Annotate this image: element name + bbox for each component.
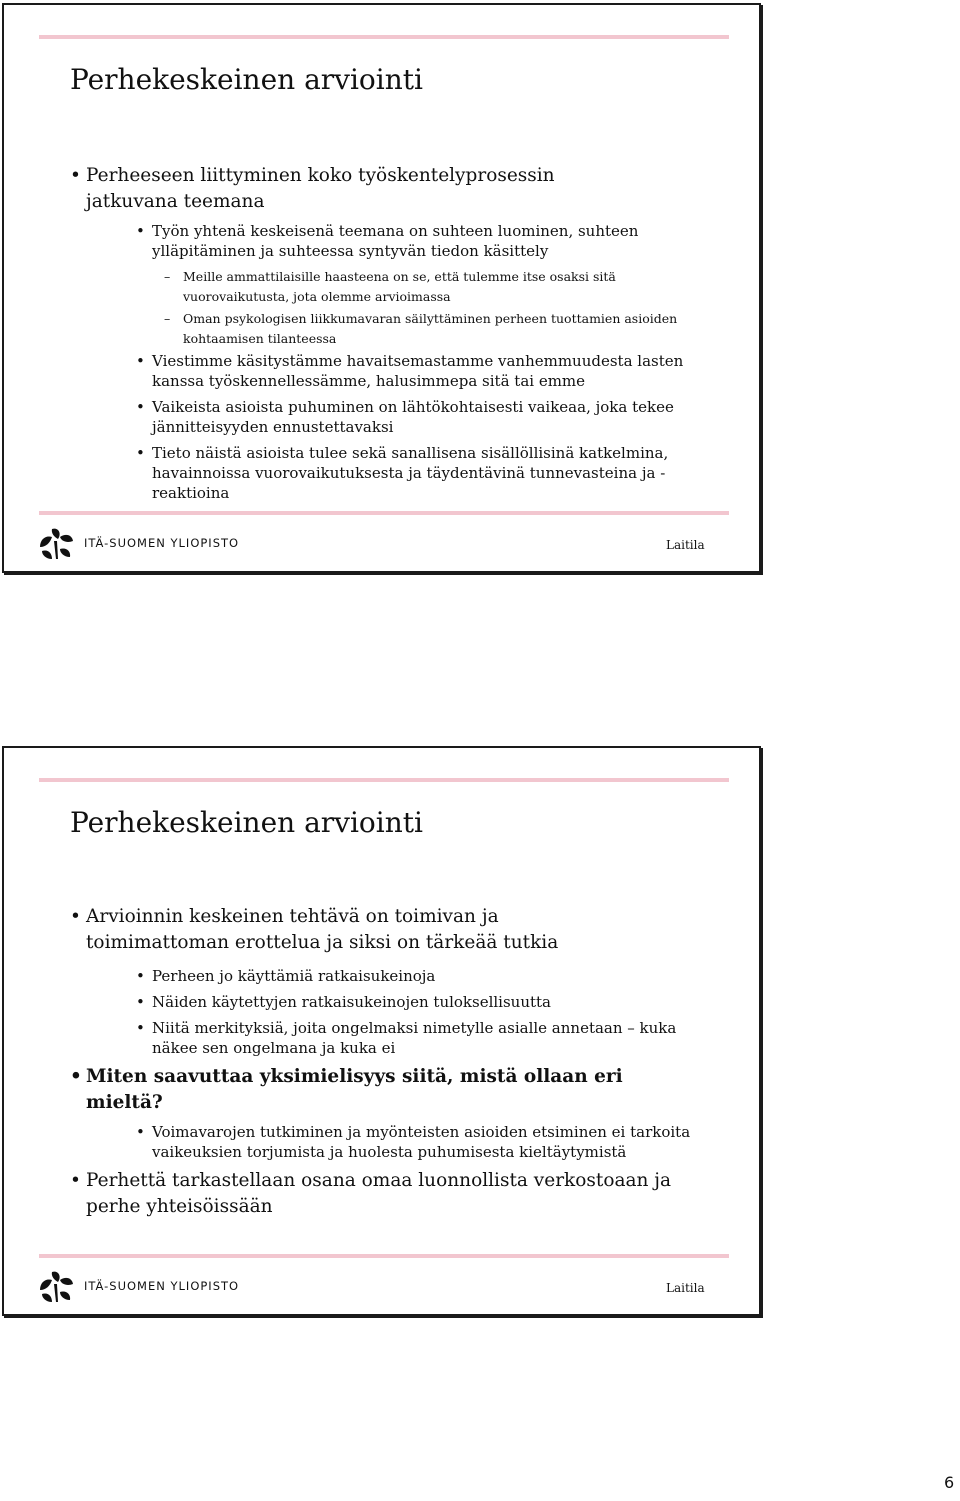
- bottom-rule: [39, 1254, 729, 1258]
- university-leaf-logo-icon: [38, 1268, 76, 1304]
- university-logo: [38, 525, 239, 561]
- bullet-level2: • Työn yhtenä keskeisenä teemana on suhteen luominen, suhteen ylläpitäminen ja suhteessa syntyvän tiedon käsittely: [136, 221, 652, 261]
- slide-title: Perhekeskeinen arviointi: [70, 63, 423, 96]
- bullet-level1: • Arvioinnin keskeinen tehtävä on toimivan ja toimimattoman erottelua ja siksi on tärkeää tutkia: [70, 904, 646, 956]
- bullet-level2: • Viestimme käsitystämme havaitsemastamme vanhemmuudesta lasten kanssa työskennellessämme, halusimmepa sitä tai emme: [136, 351, 692, 391]
- slide-content: [70, 163, 710, 509]
- university-name: ITÄ-SUOMEN YLIOPISTO: [84, 1279, 240, 1293]
- university-logo: [38, 1268, 239, 1304]
- top-rule: [39, 778, 729, 782]
- bullet-level2: • Tieto näistä asioista tulee sekä sanallisena sisällöllisinä katkelmina, havainnoissa vuorovaikutuksesta ja täydentävinä tunnevasteina ja - reaktioina: [136, 443, 692, 503]
- bullet-level2: • Niitä merkityksiä, joita ongelmaksi nimetylle asialle annetaan – kuka näkee sen ongelmana ja kuka ei: [136, 1018, 722, 1058]
- bottom-rule: [39, 511, 729, 515]
- slide-2: [2, 746, 761, 1316]
- bullet-level1: • Perhettä tarkastellaan osana omaa luonnollista verkostoaan ja perhe yhteisöissään: [70, 1168, 676, 1220]
- bullet-level2: • Vaikeista asioista puhuminen on lähtökohtaisesti vaikeaa, joka tekee jännitteisyyden ennustettavaksi: [136, 397, 692, 437]
- bullet-level3: – Meille ammattilaisille haasteena on se, että tulemme itse osaksi sitä vuorovaikutusta, jota olemme arvioimassa: [164, 267, 633, 306]
- slide-title: Perhekeskeinen arviointi: [70, 806, 423, 839]
- university-name: ITÄ-SUOMEN YLIOPISTO: [84, 536, 240, 550]
- bullet-level2: • Näiden käytettyjen ratkaisukeinojen tuloksellisuutta: [136, 992, 692, 1012]
- bullet-level2: • Perheen jo käyttämiä ratkaisukeinoja: [136, 966, 692, 986]
- university-leaf-logo-icon: [38, 525, 76, 561]
- page-number: 6: [944, 1473, 955, 1492]
- author-label: Laitila: [666, 1281, 705, 1295]
- top-rule: [39, 35, 729, 39]
- bullet-level1: • Perheeseen liittyminen koko työskentelyprosessin jatkuvana teemana: [70, 163, 626, 215]
- slide-1: [2, 3, 761, 573]
- author-label: Laitila: [666, 538, 705, 552]
- slide-content: [70, 904, 710, 1226]
- bullet-level1-bold: • Miten saavuttaa yksimielisyys siitä, mistä ollaan eri mieltä?: [70, 1064, 686, 1116]
- bullet-level2: • Voimavarojen tutkiminen ja myönteisten asioiden etsiminen ei tarkoita vaikeuksien torjumista ja huolesta puhumisesta kieltäytymistä: [136, 1122, 692, 1162]
- bullet-level3: – Oman psykologisen liikkumavaran säilyttäminen perheen tuottamien asioiden kohtaamisen tilanteessa: [164, 309, 723, 348]
